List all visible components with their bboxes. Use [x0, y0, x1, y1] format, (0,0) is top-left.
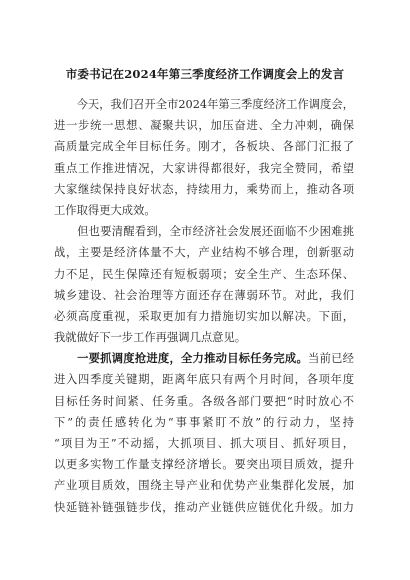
- paragraph-1-line-5: 大家继续保持良好状态，持续用力，乘势而上，推动各项: [54, 182, 354, 196]
- paragraph-3-lead-heading: 一要抓调度抢进度，全力推动目标任务完成。: [77, 351, 309, 366]
- paragraph-3-line-6: 以更多实物工作量支撑经济增长。要突出项目质效，提升: [54, 458, 354, 472]
- paragraph-3-line-1: [54, 348, 354, 369]
- paragraph-1-line-3: 高质量完成全年目标任务。刚才，各板块、各部门汇报了: [54, 140, 354, 154]
- paragraph-2-line-3: 力不足，民生保障还有短板弱项；安全生产、生态环保、: [54, 267, 354, 281]
- paragraph-3-lead-rest: 当前已经: [308, 352, 354, 366]
- paragraph-1-line-1: 今天，我们召开全市2024年第三季度经济工作调度会，: [76, 98, 354, 111]
- paragraph-3-line-7: 产业项目质效，围绕主导产业和优势产业集群化发展，加: [54, 479, 354, 493]
- paragraph-3-line-2: 进入四季度关键期，距离年底只有两个月时间，各项年度: [54, 373, 354, 387]
- paragraph-2-line-1: 但也要清醒看到，全市经济社会发展还面临不少困难挑: [77, 225, 354, 239]
- paragraph-3-line-8: 快延链补链强链步伐，推动产业链供应链优化升级。加力: [54, 500, 354, 514]
- document-body: [54, 94, 354, 518]
- paragraph-1-line-4: 重点工作推进情况，大家讲得都很好，我完全赞同，希望: [54, 161, 354, 175]
- paragraph-2-line-4: 城乡建设、社会治理等方面还存在薄弱环节。对此，我们: [54, 288, 354, 302]
- paragraph-1-line-6: 工作取得更大成效。: [54, 203, 156, 217]
- paragraph-2-line-2: 战，主要是经济体量不大，产业结构不够合理，创新驱动: [54, 246, 354, 260]
- paragraph-3-line-3: 目标任务时间紧、任务重。各级各部门要把“时时放心不: [54, 394, 354, 408]
- paragraph-3-line-4: 下”的责任感转化为“事事紧盯不放”的行动力，坚持: [54, 415, 354, 429]
- paragraph-2-line-6: 我就做好下一步工作再强调几点意见。: [54, 331, 247, 345]
- paragraph-2-line-5: 必须高度重视，采取更加有力措施切实加以解决。下面，: [54, 309, 354, 323]
- paragraph-3-line-5: “项目为王”不动摇，大抓项目、抓大项目、抓好项目，: [54, 437, 354, 450]
- paragraph-1-line-2: 进一步统一思想、凝聚共识，加压奋进、全力冲刺，确保: [54, 119, 354, 133]
- document-title: 市委书记在2024年第三季度经济工作调度会上的发言: [65, 67, 345, 81]
